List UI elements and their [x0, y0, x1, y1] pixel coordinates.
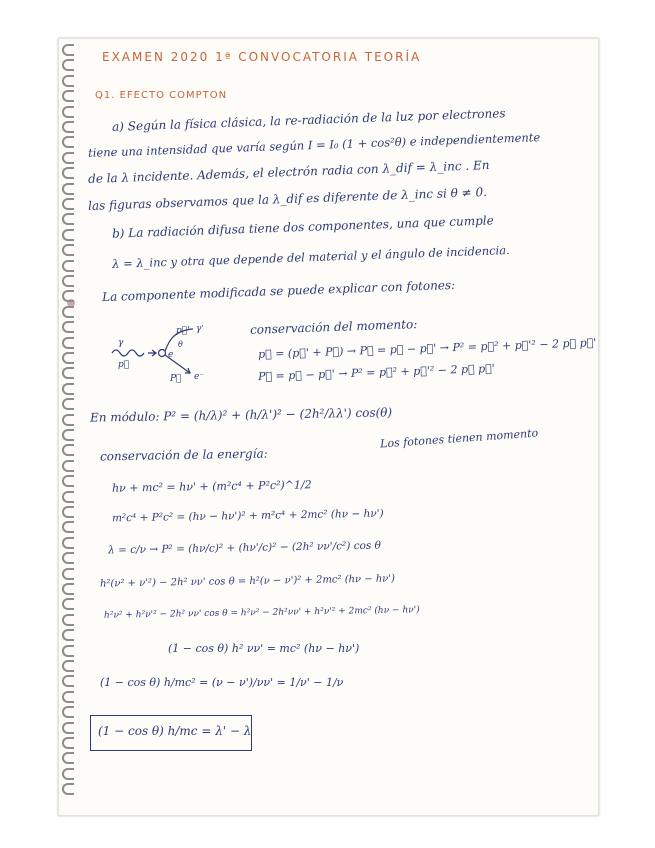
- binding-ring: [62, 290, 74, 302]
- binding-ring: [62, 183, 74, 195]
- binding-ring: [62, 752, 74, 764]
- binding-ring: [62, 213, 74, 225]
- electron-circle: [159, 350, 166, 357]
- label-e-minus: e⁻: [194, 372, 205, 382]
- binding-ring: [62, 645, 74, 657]
- label-p: p⃗: [118, 360, 130, 370]
- label-P: P⃗: [170, 374, 182, 384]
- equation-line-10: P⃗ = p⃗ − p⃗' → P² = p⃗² + p⃗'² − 2 p⃗ p⃗': [257, 361, 495, 384]
- binding-ring: [62, 106, 74, 118]
- binding-ring: [62, 552, 74, 564]
- binding-ring: [62, 675, 74, 687]
- binding-ring: [62, 706, 74, 718]
- text-line-13: Los fotones tienen momento: [379, 426, 539, 451]
- arrow-icon: [148, 350, 156, 356]
- binding-ring: [62, 598, 74, 610]
- binding-ring: [62, 691, 74, 703]
- binding-ring: [62, 260, 74, 272]
- binding-ring: [62, 383, 74, 395]
- binding-ring: [62, 229, 74, 241]
- binding-ring: [62, 121, 74, 133]
- text-line-2: tiene una intensidad que varía según I = I₀ (1 + cos²θ) e independientemente: [87, 130, 541, 160]
- binding-ring: [62, 44, 74, 56]
- binding-ring: [62, 506, 74, 518]
- equation-line-19: (1 − cos θ) h² νν' = mc² (hν − hν'): [168, 642, 360, 655]
- binding-ring: [62, 275, 74, 287]
- equation-line-18: h²ν² + h²ν'² − 2h² νν' cos θ = h²ν² − 2h²νν' + h²ν'² + 2mc² (hν − hν'): [103, 605, 420, 621]
- equation-line-15: m²c⁴ + P²c² = (hν − hν')² + m²c⁴ + 2mc² (hν − hν'): [111, 507, 384, 525]
- binding-ring: [62, 59, 74, 71]
- binding-ring: [62, 244, 74, 256]
- binding-ring: [62, 660, 74, 672]
- binding-ring: [62, 198, 74, 210]
- equation-line-17: h²(ν² + ν'²) − 2h² νν' cos θ = h²(ν − ν')² + 2mc² (hν − hν'): [99, 573, 396, 590]
- binding-ring: [62, 352, 74, 364]
- label-gamma-prime: γ': [196, 325, 204, 334]
- binding-ring: [62, 167, 74, 179]
- equation-line-11: En módulo: P² = (h/λ)² + (h/λ')² − (2h²/λλ') cos(θ): [89, 405, 393, 425]
- binding-ring: [62, 629, 74, 641]
- binding-ring: [62, 568, 74, 580]
- binding-ring: [62, 367, 74, 379]
- text-line-6: λ = λ_inc y otra que depende del material y el ángulo de incidencia.: [111, 243, 510, 271]
- incoming-photon-wave: [112, 350, 144, 356]
- text-line-8: conservación del momento:: [249, 317, 418, 337]
- binding-ring: [62, 783, 74, 795]
- equation-line-9: p⃗ = (p⃗' + P⃗) → P⃗ = p⃗ − p⃗' → P² = p⃗² + p⃗'² − 2 p⃗ p⃗': [257, 336, 597, 361]
- equation-line-20: (1 − cos θ) h/mc² = (ν − ν')/νν' = 1/ν' − 1/ν: [100, 676, 344, 689]
- binding-ring: [62, 414, 74, 426]
- text-line-7: La componente modificada se puede explicar con fotones:: [101, 277, 456, 305]
- binding-ring: [62, 722, 74, 734]
- label-p-prime: p⃗': [176, 326, 190, 336]
- binding-ring: [62, 306, 74, 318]
- binding-ring: [62, 321, 74, 333]
- text-line-3: de la λ incidente. Además, el electrón radia con λ_dif = λ_inc . En: [87, 157, 490, 187]
- text-line-4: las figuras observamos que la λ_dif es diferente de λ_inc si θ ≠ 0.: [87, 185, 488, 213]
- text-line-1: a) Según la física clásica, la re-radiación de la luz por electrones: [111, 106, 506, 134]
- binding-ring: [62, 475, 74, 487]
- equation-line-14: hν + mc² = hν' + (m²c⁴ + P²c²)^1/2: [111, 478, 312, 495]
- binding-ring: [62, 614, 74, 626]
- binding-ring: [62, 491, 74, 503]
- binding-ring: [62, 90, 74, 102]
- binding-ring: [62, 521, 74, 533]
- text-line-12: conservación de la energía:: [99, 446, 268, 464]
- label-theta: θ: [178, 340, 183, 349]
- binding-ring: [62, 136, 74, 148]
- binding-ring: [62, 460, 74, 472]
- label-electron: e: [168, 350, 174, 360]
- binding-ring: [62, 537, 74, 549]
- label-gamma: γ: [118, 338, 124, 348]
- compton-scattering-diagram: [110, 325, 230, 385]
- exam-header: EXAMEN 2020 1ª CONVOCATORIA TEORÍA: [102, 50, 422, 64]
- binding-ring: [62, 152, 74, 164]
- binding-ring: [62, 768, 74, 780]
- binding-ring: [62, 398, 74, 410]
- binding-ring: [62, 75, 74, 87]
- final-formula: (1 − cos θ) h/mc = λ' − λ: [98, 724, 252, 738]
- binding-ring: [62, 444, 74, 456]
- text-line-5: b) La radiación difusa tiene dos componentes, una que cumple: [111, 213, 494, 241]
- binding-ring: [62, 429, 74, 441]
- binding-ring: [62, 337, 74, 349]
- equation-line-16: λ = c/ν → P² = (hν/c)² + (hν'/c)² − (2h² νν'/c²) cos θ: [107, 539, 382, 557]
- binding-ring: [62, 737, 74, 749]
- question-title: Q1. EFECTO COMPTON: [95, 90, 228, 101]
- binding-ring: [62, 583, 74, 595]
